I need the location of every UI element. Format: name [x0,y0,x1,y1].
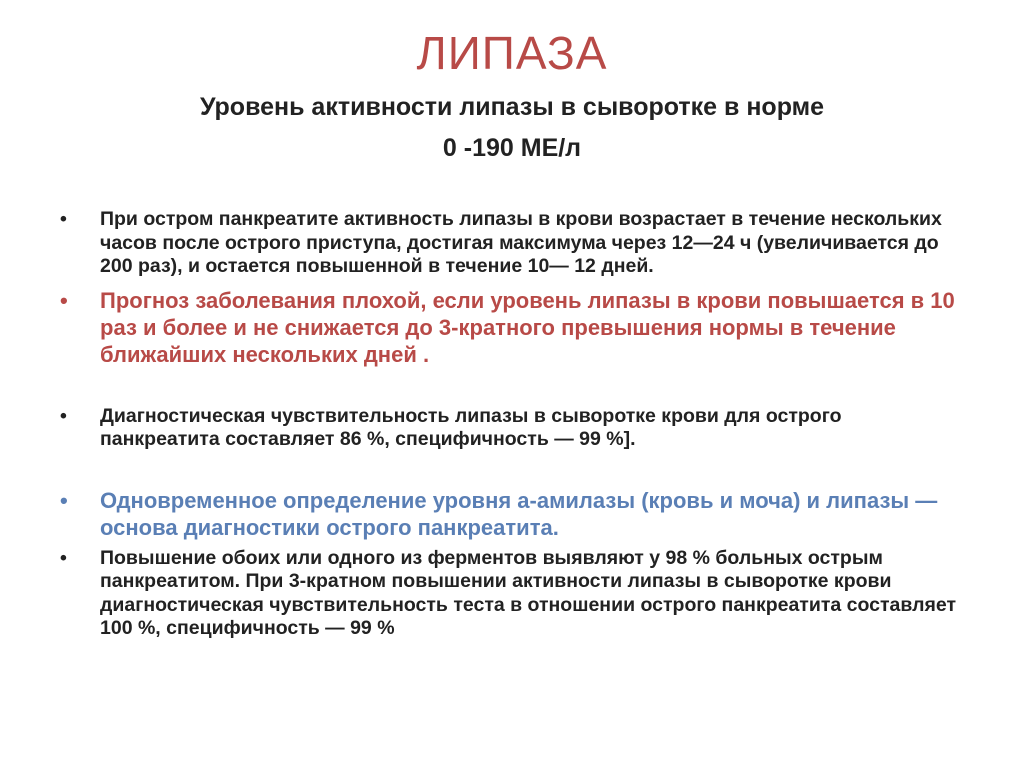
bullet-text: Одновременное определение уровня а-амилазы (кровь и моча) и липазы — основа диагностики острого панкреатита. [100,487,938,540]
bullet-marker: • [60,404,67,427]
bullet-marker: • [60,546,67,569]
bullet-text: Повышение обоих или одного из ферментов выявляют у 98 % больных острым панкреатитом. При 3-кратном повышении активности липазы в сыворотке крови диагностическая чувствительность теста в отношении острого панкреатита составляет 100 %, специфичность — 99 % [100,546,957,639]
bullet-list [60,208,960,641]
bullet-text: Прогноз заболевания плохой, если уровень липазы в крови повышается в 10 раз и более и не снижается до 3-кратного превышения нормы в течение ближайших нескольких дней . [100,287,955,367]
bullet-item-2 [60,287,960,368]
bullet-item-1 [60,208,960,279]
bullet-text: При остром панкреатите активность липазы в крови возрастает в течение нескольких часов после острого приступа, достигая максимума через 12—24 ч (увеличивается до 200 раз), и остается повышенной в течение 10— 12 дней. [100,208,942,277]
subtitle-line-1: Уровень активности липазы в сыворотке в норме [199,93,825,121]
bullet-marker: • [60,208,67,230]
subtitle-line-2: 0 -190 МЕ/л [442,134,582,162]
bullet-item-3 [60,405,960,452]
bullet-marker: • [60,487,68,513]
bullet-item-4 [60,487,960,541]
bullet-marker: • [60,287,68,313]
bullet-text: Диагностическая чувствительность липазы в сыворотке крови для острого панкреатита составляет 86 %, специфичность — 99 %]. [100,404,842,450]
bullet-item-5 [60,547,960,641]
slide-title: ЛИПАЗА [416,27,608,79]
